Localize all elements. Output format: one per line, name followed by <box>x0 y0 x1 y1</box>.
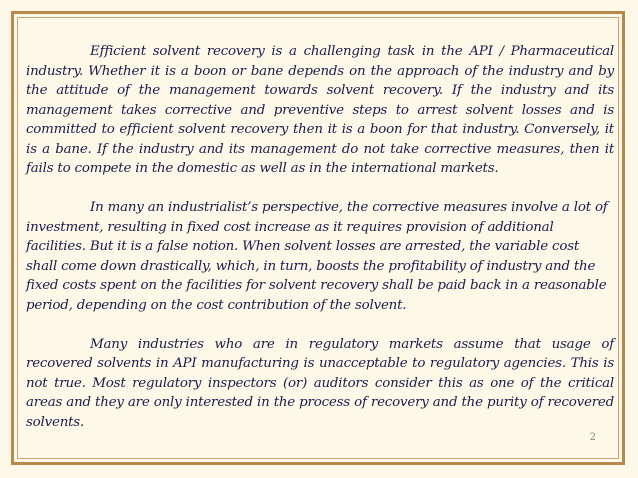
page-number: 2 <box>589 432 596 443</box>
paragraph-investment-perspective: In many an industrialist’s perspective, the corrective measures involve a lot of investment, resulting in fixed cost increase as it requires provision of additional facilities. But it is a false notion. When solvent losses are arrested, the variable cost shall come down drastically, which, in turn, boosts the profitability of industry and the fixed costs spent on the facilities for solvent recovery shall be paid back in a reasonable period, depending on the cost contribution of the solvent. <box>26 200 608 313</box>
slide-body <box>26 42 614 452</box>
paragraph-solvent-recovery-intro: Efficient solvent recovery is a challenging task in the API / Pharmaceutical industry. Whether it is a boon or bane depends on the approach of the industry and by the attitude of the management towards solvent recovery. If the industry and its management takes corrective and preventive steps to arrest solvent losses and is committed to efficient solvent recovery then it is a boon for that industry. Conversely, it is a bane. If the industry and its management do not take corrective measures, then it fails to compete in the domestic as well as in the international markets. <box>26 44 614 176</box>
paragraph-regulatory-markets: Many industries who are in regulatory markets assume that usage of recovered solvents in API manufacturing is unacceptable to regulatory agencies. This is not true. Most regulatory inspectors (or) auditors consider this as one of the critical areas and they are only interested in the process of recovery and the purity of recovered solvents. <box>26 336 614 430</box>
